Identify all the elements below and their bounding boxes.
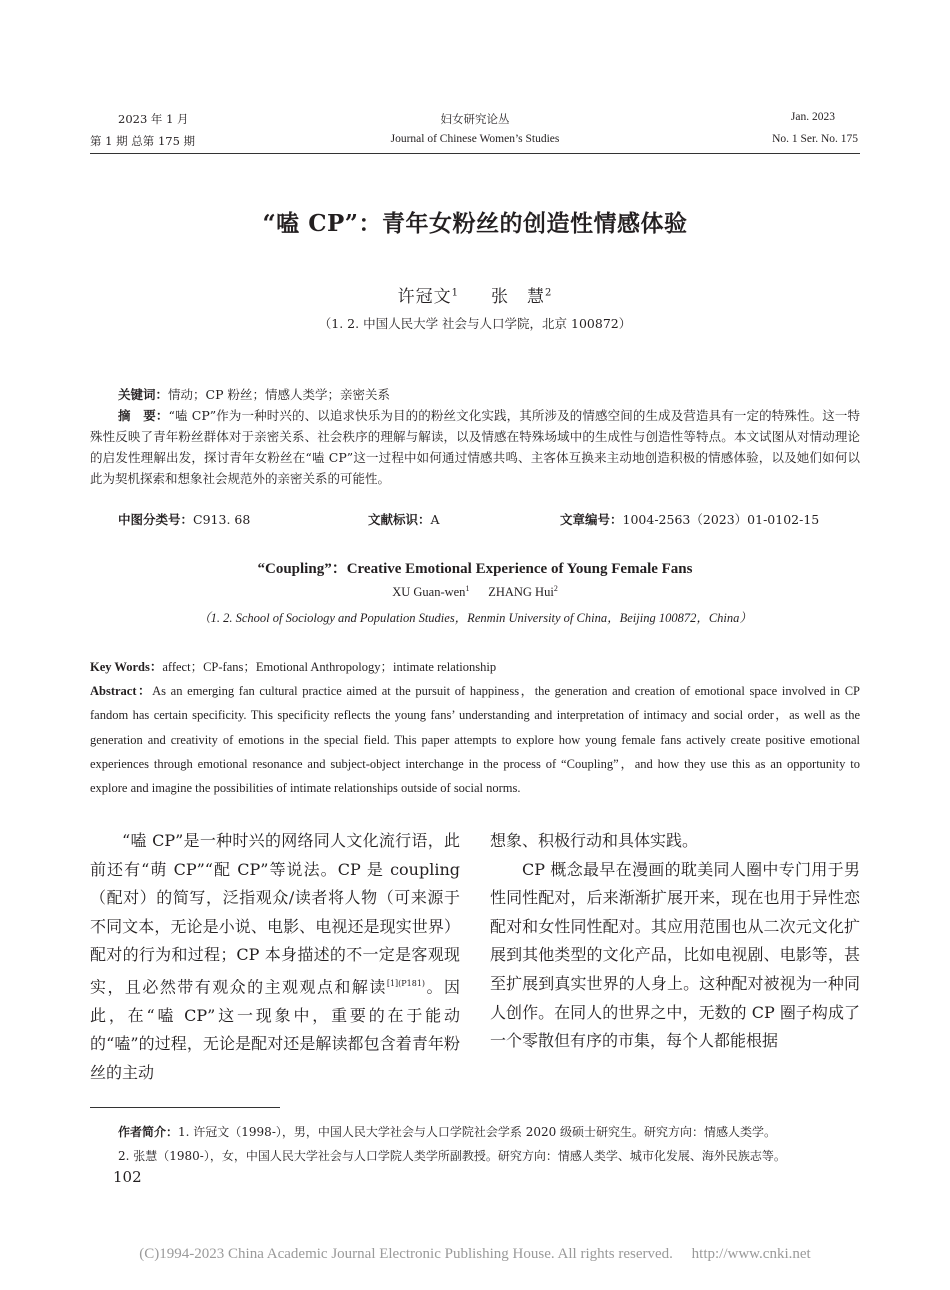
body-paragraph-2: CP 概念最早在漫画的耽美同人圈中专门用于男性同性配对，后来渐渐扩展开来，现在也用于异性恋配对和女性同性配对。其应用范围也从二次元文化扩展到其他类型的文化产品，比如电视剧、电影等，甚至扩展到真实世界的人身上。这种配对被视为一种同人创作。在同人的世界之中，无数的 CP 圈子构成了一个零散但有序的市集，每个人都能根据 bbox=[490, 859, 860, 1051]
doc-label: 文献标识： bbox=[368, 512, 431, 527]
author-2-affil-mark: 2 bbox=[545, 287, 553, 299]
header-issue-en: No. 1 Ser. No. 175 bbox=[772, 133, 858, 145]
author-1-affil-mark: 1 bbox=[451, 287, 459, 299]
page-number: 102 bbox=[113, 1168, 142, 1186]
author-bio-1-text: 1. 许冠文（1998-），男，中国人民大学社会与人口学院社会学系 2020 级硕士研究生。研究方向：情感人类学。 bbox=[178, 1125, 777, 1139]
article-number bbox=[560, 509, 860, 530]
doc-code bbox=[368, 509, 568, 530]
article-value: 1004-2563（2023）01-0102-15 bbox=[622, 512, 820, 527]
keywords-label: 关键词： bbox=[118, 387, 169, 402]
header-date-cn: 2023 年 1 月 bbox=[118, 112, 189, 126]
english-abstract-label: Abstract： bbox=[90, 684, 153, 698]
keywords-text: 情动；CP 粉丝；情感人类学；亲密关系 bbox=[168, 387, 390, 402]
english-author-2-mark: 2 bbox=[553, 584, 558, 593]
author-bio-2: 2. 张慧（1980-），女，中国人民大学社会与人口学院人类学所副教授。研究方向：情感人类学、城市化发展、海外民族志等。 bbox=[118, 1149, 786, 1163]
author-bio-label: 作者简介： bbox=[118, 1125, 179, 1139]
header-date-en: Jan. 2023 bbox=[790, 111, 835, 123]
affiliation: （1. 2. 中国人民大学 社会与人口学院，北京 100872） bbox=[318, 316, 632, 331]
copyright-notice: (C)1994-2023 China Academic Journal Electronic Publishing House. All rights reserved. http://www.cnki.net bbox=[139, 1246, 811, 1262]
abstract-cn bbox=[90, 405, 860, 489]
english-abstract-text: As an emerging fan cultural practice aimed at the pursuit of happiness，the generation and creation of emotional space involved in CP fandom has certain specificity. This specificity reflects the young fans’ understanding and interpretation of intimacy and social order，as well as the generation and creativity of emotions in the special field. This paper attempts to explore how young female fans actively create positive emotional experiences through emotional resonance and subject-object interchange in the process of “Coupling”，and how they use this as an opportunity to explore and imagine the possibilities of intimate relationships outside of social norms. bbox=[90, 684, 860, 796]
author-list bbox=[0, 282, 950, 307]
english-title: “Coupling”：Creative Emotional Experience of Young Female Fans bbox=[257, 561, 693, 577]
body-paragraph-1-text-a: “嗑 CP”是一种时兴的网络同人文化流行语，此前还有“萌 CP”“配 CP”等说法。CP 是 coupling（配对）的简写，泛指观众/读者将人物（可来源于不同文本，无论是小说、电影、电视还是现实世界）配对的行为和过程；CP 本身描述的不一定是客观现实，且必然带有观众的主观观点和解读 bbox=[90, 831, 460, 997]
header-journal-en: Journal of Chinese Women’s Studies bbox=[390, 133, 560, 145]
english-keywords-text: affect；CP-fans；Emotional Anthropology；intimate relationship bbox=[162, 660, 497, 674]
footnote-rule bbox=[90, 1107, 280, 1108]
body-right-column bbox=[490, 827, 860, 1056]
english-abstract bbox=[90, 679, 860, 800]
english-author-1-mark: 1 bbox=[465, 584, 470, 593]
body-paragraph-1 bbox=[90, 827, 460, 1088]
abstract-label: 摘 要： bbox=[118, 408, 169, 423]
author-2: 张 慧 bbox=[491, 287, 546, 307]
abstract-text: “嗑 CP”作为一种时兴的、以追求快乐为目的的粉丝文化实践，其所涉及的情感空间的生成及营造具有一定的特殊性。这一特殊性反映了青年粉丝群体对于亲密关系、社会秩序的理解与解读，以及情感在特殊场域中的生成性与创造性等特点。本文试图从对情动理论的启发性理解出发，探讨青年女粉丝在“嗑 CP”这一过程中如何通过情感共鸣、主客体互换来主动地创造积极的情感体验，以及她们如何以此为契机探索和想象社会规范外的亲密关系的可能性。 bbox=[90, 408, 860, 486]
paper-title: “嗑 CP”：青年女粉丝的创造性情感体验 bbox=[262, 210, 688, 237]
english-keywords bbox=[90, 655, 860, 679]
body-left-column bbox=[90, 827, 460, 1088]
author-bio-1 bbox=[118, 1120, 878, 1144]
article-label: 文章编号： bbox=[560, 512, 623, 527]
doc-value: A bbox=[430, 512, 440, 527]
author-1: 许冠文 bbox=[397, 287, 452, 307]
clc-label: 中图分类号： bbox=[118, 512, 194, 527]
body-paragraph-1-continued: 想象、积极行动和具体实践。 bbox=[490, 831, 699, 850]
header-journal-cn: 妇女研究论丛 bbox=[440, 112, 510, 126]
header-rule bbox=[90, 153, 860, 154]
english-authors bbox=[0, 584, 950, 600]
english-author-1: XU Guan-wen bbox=[392, 585, 466, 600]
english-author-2: ZHANG Hui bbox=[488, 585, 554, 600]
body-paragraph-1-text-b: 。因此，在“嗑 CP”这一现象中，重要的在于能动的“嗑”的过程，无论是配对还是解读都包含着青年粉丝的主动 bbox=[90, 977, 460, 1083]
keywords-cn bbox=[118, 384, 860, 405]
header-issue-cn: 第 1 期 总第 175 期 bbox=[90, 134, 196, 148]
citation-1: [1](P181) bbox=[386, 978, 426, 988]
english-keywords-label: Key Words： bbox=[90, 660, 163, 674]
clc-value: C913. 68 bbox=[193, 512, 251, 527]
english-affiliation: （1. 2. School of Sociology and Population Studies，Renmin University of China，Beijing 100872，China） bbox=[198, 611, 752, 625]
